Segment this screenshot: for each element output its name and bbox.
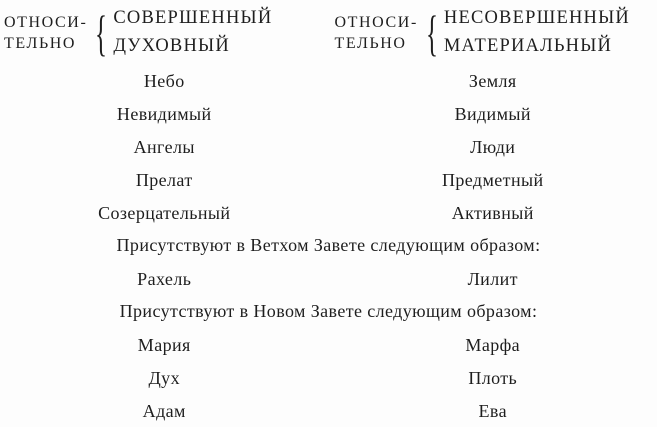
pair-row [0,394,657,427]
left-term: Рахель [137,268,192,289]
right-term: Ева [478,400,507,421]
pair-row [0,262,657,295]
left-brace-glyph: { [95,5,108,61]
right-term: Земля [468,70,517,91]
right-term: Плоть [468,367,518,388]
header-left-group [0,2,329,64]
pair-row [0,130,657,163]
term-spiritual: ДУХОВНЫЙ [113,36,230,56]
pair-row [0,196,657,229]
relative-label-left-line1: ОТНОСИ- [4,13,88,31]
term-imperfect: НЕСОВЕРШЕННЫЙ [443,8,630,29]
right-term: Люди [470,136,516,157]
left-term: Ангелы [133,136,195,157]
pair-row [0,361,657,394]
relative-label-left [4,12,87,54]
term-perfect: СОВЕРШЕННЫЙ [113,8,273,29]
left-terms [113,5,272,61]
left-term: Созерцательный [98,202,231,223]
right-term: Лилит [467,268,518,289]
right-brace-glyph: { [425,5,438,61]
right-terms [444,5,630,61]
relative-label-right-line1: ОТНОСИ- [334,13,418,31]
left-term: Дух [148,367,180,388]
pair-row [0,163,657,196]
comparison-table-header [0,0,657,64]
left-term: Адам [142,400,186,421]
right-term: Предметный [441,169,544,190]
relative-label-left-line2: ТЕЛЬНО [4,35,77,52]
pair-row [0,64,657,97]
relative-label-right [335,12,418,54]
pair-row [0,97,657,130]
right-term: Активный [451,202,534,223]
relative-label-right-line2: ТЕЛЬНО [334,35,407,52]
left-term: Прелат [135,169,193,190]
section-heading-old-testament: Присутствуют в Ветхом Завете следующим образом: [116,235,541,255]
left-term: Небо [143,70,185,91]
left-term: Невидимый [116,103,212,124]
pair-row [0,328,657,361]
left-term: Мария [137,334,191,355]
term-material: МАТЕРИАЛЬНЫЙ [443,36,613,56]
header-right-group [329,2,657,64]
right-term: Видимый [454,103,531,124]
right-term: Марфа [465,334,521,355]
section-heading-new-testament: Присутствуют в Новом Завете следующим образом: [119,301,538,321]
